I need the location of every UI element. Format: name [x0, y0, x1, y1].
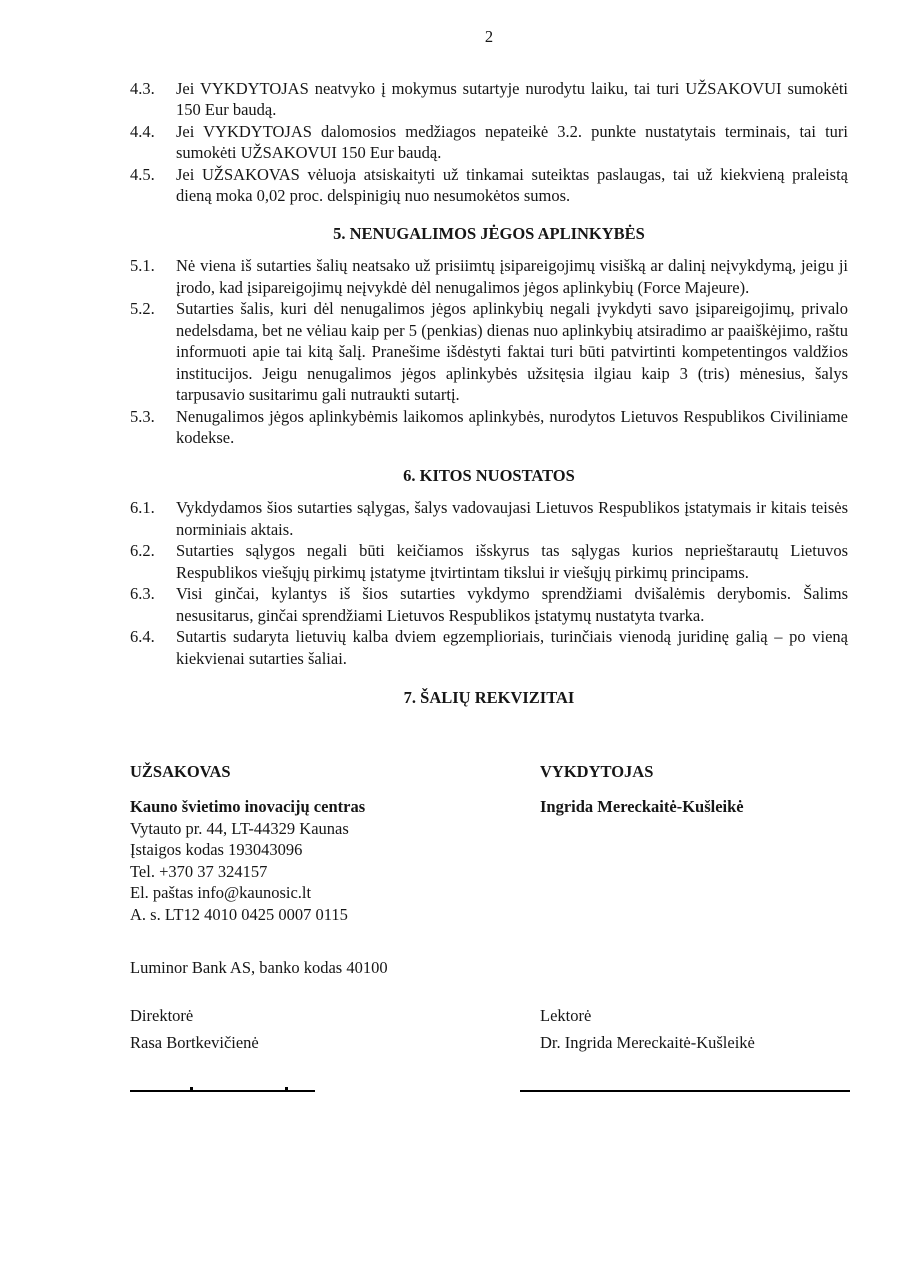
clause-number: 6.3. — [130, 584, 155, 603]
clause-number: 5.2. — [130, 299, 155, 318]
clause-text: Jei VYKDYTOJAS dalomosios medžiagos nepateikė 3.2. punkte nustatytais terminais, tai turi sumokėti UŽSAKOVUI 150 Eur baudą. — [176, 121, 848, 162]
section-6-heading: 6. KITOS NUOSTATOS — [403, 465, 575, 485]
requisites-right-name: Ingrida Mereckaitė-Kušleikė — [540, 797, 744, 816]
address-line: Įstaigos kodas 193043096 — [130, 840, 303, 859]
clause-number: 5.3. — [130, 406, 155, 426]
clause-text: Jei VYKDYTOJAS neatvyko į mokymus sutartyje nurodytu laiku, tai turi UŽSAKOVUI sumokėti 150 Eur baudą. — [176, 78, 848, 119]
clause-text: Jei UŽSAKOVAS vėluoja atsiskaityti už tinkamai suteiktas paslaugas, tai už kiekvieną praleistą dieną moka 0,02 proc. delspinigių nuo nesumokėtos sumos. — [176, 164, 848, 205]
section-5-heading: 5. NENUGALIMOS JĖGOS APLINKYBĖS — [333, 223, 645, 243]
signature-area-right — [540, 1090, 850, 1092]
left-role: Direktorė — [130, 1005, 194, 1025]
signature-dot — [190, 1087, 193, 1090]
address-line: El. paštas info@kaunosic.lt — [130, 883, 312, 902]
clause-4-3 — [130, 78, 848, 121]
clause-6-1 — [130, 497, 848, 540]
signature-line-right — [520, 1090, 850, 1092]
clause-number: 6.2. — [130, 541, 155, 560]
requisites-right-spacer — [540, 818, 850, 926]
requisites-left-header: UŽSAKOVAS — [130, 761, 231, 781]
address-line: Tel. +370 37 324157 — [130, 861, 268, 881]
signature-line-left — [130, 1090, 315, 1092]
clause-text: Vykdydamos šios sutarties sąlygas, šalys vadovaujasi Lietuvos Respublikos įstatymais ir kitais teisės norminiais aktais. — [176, 498, 848, 539]
clause-4-4 — [130, 121, 848, 164]
section-7-heading: 7. ŠALIŲ REKVIZITAI — [403, 688, 575, 707]
signature-dot — [285, 1087, 288, 1090]
clause-6-2 — [130, 540, 848, 583]
clause-text: Nė viena iš sutarties šalių neatsako už prisiimtų įsipareigojimų visišką ar dalinį neįvykdymą, jeigu ji įrodo, kad įsipareigojimų neįvykdė dėl nenugalimos jėgos aplinkybių (Force Majeure). — [176, 256, 848, 297]
address-line: A. s. LT12 4010 0425 0007 0115 — [130, 904, 348, 924]
clause-number: 4.4. — [130, 121, 155, 141]
clause-text: Nenugalimos jėgos aplinkybėmis laikomos aplinkybės, nurodytos Lietuvos Respublikos Civiliniame kodekse. — [176, 406, 848, 447]
clause-number: 6.4. — [130, 627, 155, 646]
clause-text: Visi ginčai, kylantys iš šios sutarties vykdymo sprendžiami dvišalėmis derybomis. Šalims nesusitarus, ginčai sprendžiami Lietuvos Respublikos įstatymų nustatyta tvarka. — [176, 584, 848, 625]
clause-5-2 — [130, 298, 848, 406]
clause-number: 6.1. — [130, 498, 155, 517]
requisites-right-header: VYKDYTOJAS — [540, 761, 654, 781]
address-line: Vytauto pr. 44, LT-44329 Kaunas — [130, 818, 349, 838]
signature-area-left — [130, 1090, 540, 1092]
clause-6-3 — [130, 583, 848, 626]
clause-text: Sutarties šalis, kuri dėl nenugalimos jėgos aplinkybių negali įvykdyti savo įsipareigojimų, privalo nedelsdama, bet ne vėliau kaip per 5 (penkias) dienas nuo aplinkybių atsiradimo ar paaiškėjimo, raštu informuoti apie tai kitą šalį. Pranešime išdėstyti faktai turi būti patvirtinti kompetentingos valdžios institucijos. Jeigu nenugalimos jėgos aplinkybės užsitęsia ilgiau kaip 3 (tris) mėnesius, šalys tarpusavio susitarimu gali nutraukti sutartį. — [176, 299, 848, 404]
clause-4-5 — [130, 164, 848, 207]
clause-text: Sutartis sudaryta lietuvių kalba dviem egzemplioriais, turinčiais vienodą juridinę galią – po vieną kiekvienai sutarties šaliai. — [176, 627, 848, 668]
clause-text: Sutarties sąlygos negali būti keičiamos išskyrus tas sąlygas kurios neprieštarautų Lietuvos Respublikos viešųjų pirkimų įstatyme įtvirtintam tikslui ir viešųjų pirkimų principams. — [176, 541, 848, 582]
clause-5-3 — [130, 406, 848, 449]
right-role: Lektorė — [540, 1005, 592, 1025]
bank-line: Luminor Bank AS, banko kodas 40100 — [130, 958, 388, 977]
bank-row-spacer — [540, 957, 850, 979]
right-person: Dr. Ingrida Mereckaitė-Kušleikė — [540, 1033, 755, 1052]
left-person: Rasa Bortkevičienė — [130, 1033, 259, 1052]
page-number: 2 — [484, 27, 494, 46]
clause-number: 4.3. — [130, 78, 155, 98]
requisites-left-address — [130, 818, 540, 926]
clause-number: 4.5. — [130, 164, 155, 184]
clause-number: 5.1. — [130, 256, 155, 275]
clause-5-1 — [130, 255, 848, 298]
clause-6-4 — [130, 626, 848, 669]
requisites-section — [130, 761, 848, 1092]
requisites-left-name: Kauno švietimo inovacijų centras — [130, 797, 366, 816]
